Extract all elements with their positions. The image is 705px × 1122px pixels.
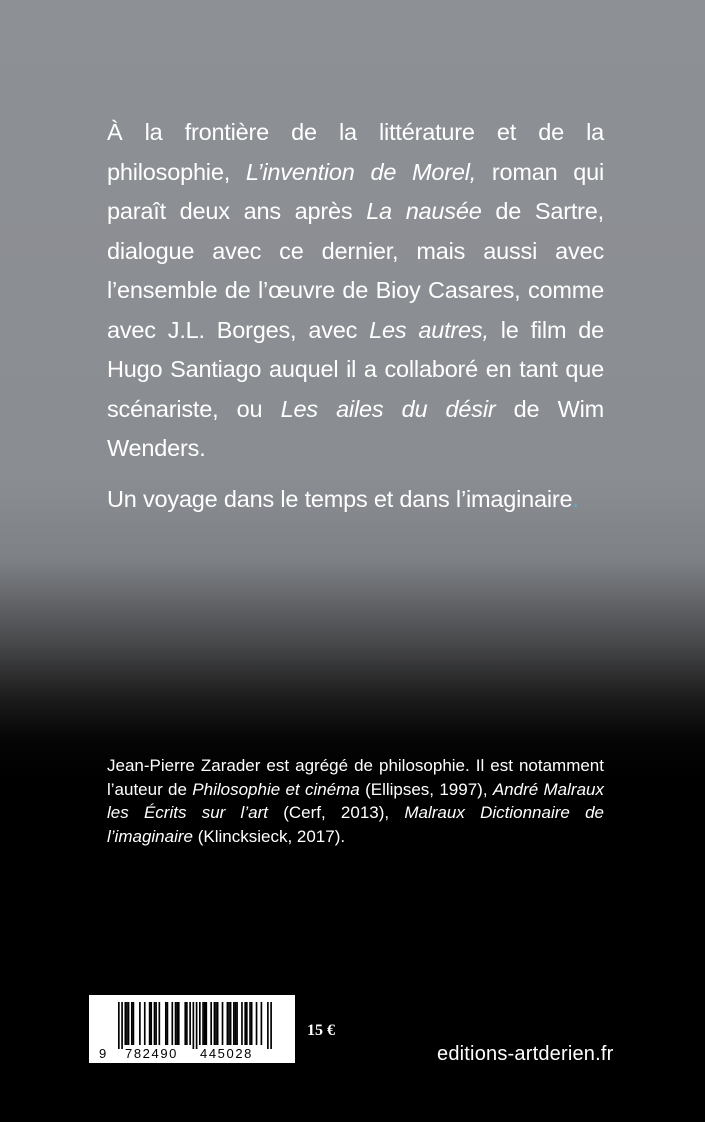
barcode-bar xyxy=(121,1002,123,1049)
barcode-bar xyxy=(186,1002,188,1045)
bio-text: (Cerf, 2013), xyxy=(267,803,405,822)
barcode-bar xyxy=(244,1002,246,1045)
barcode-bar xyxy=(133,1002,135,1045)
blurb-text: le film de Hugo Santiago auquel il a collaboré en tant que scénariste, ou xyxy=(107,316,604,422)
barcode-first-digit: 9 xyxy=(99,1046,107,1061)
publisher-website: editions-artderien.fr xyxy=(437,1043,614,1065)
barcode-bar xyxy=(267,1002,269,1049)
barcode-bar xyxy=(233,1002,235,1045)
bio-work-title: Philosophie et cinéma xyxy=(192,779,360,799)
blurb-text: de Sartre, dialogue avec ce dernier, mais aussi avec l’ensemble de l’œuvre de Bioy Casares, comme avec J.L. Borges, avec xyxy=(107,198,604,343)
blurb-text: de Wim Wenders. xyxy=(107,395,604,461)
barcode-bar xyxy=(228,1002,230,1045)
barcode-bar xyxy=(189,1002,191,1045)
blurb-text: roman qui paraît deux ans après xyxy=(107,158,605,224)
barcode-bar xyxy=(184,1002,186,1045)
barcode-bar xyxy=(167,1002,169,1045)
barcode-bar xyxy=(124,1002,126,1045)
barcode-bar xyxy=(193,1002,195,1049)
barcode-right-digits: 445028 xyxy=(200,1046,253,1061)
barcode-bar xyxy=(256,1002,258,1045)
film-title-les-ailes-du-desir: Les ailes du désir xyxy=(280,395,496,422)
barcode-bar xyxy=(235,1002,237,1045)
barcode-bar xyxy=(126,1002,128,1045)
tagline xyxy=(107,480,604,520)
book-title-invention-de-morel: L’invention de Morel, xyxy=(245,158,477,185)
tagline-accent-dot: . xyxy=(572,485,579,512)
price: 15 € xyxy=(307,1022,335,1039)
barcode-bar xyxy=(214,1002,216,1045)
barcode-bar xyxy=(150,1002,152,1045)
barcode-bar xyxy=(154,1002,156,1045)
bio-text: (Klincksieck, 2017). xyxy=(192,826,346,846)
barcode-bar xyxy=(196,1002,198,1049)
barcode-bar xyxy=(149,1002,151,1045)
blurb xyxy=(107,113,604,519)
barcode-bar xyxy=(178,1002,180,1045)
bio-work-title: Malraux Dictionnaire de l’imaginaire xyxy=(107,803,604,846)
barcode-bar xyxy=(204,1002,206,1045)
film-title-les-autres: Les autres, xyxy=(369,316,489,343)
barcode-bar xyxy=(202,1002,204,1045)
barcode-bar xyxy=(155,1002,157,1045)
bio-text: Jean-Pierre Zarader est agrégé de philosophie. Il est notamment l’auteur de xyxy=(107,756,604,799)
barcode-bar xyxy=(128,1002,130,1045)
barcode-bar xyxy=(205,1002,207,1045)
barcode-left-digits: 782490 xyxy=(125,1046,178,1061)
barcode-bar xyxy=(227,1002,229,1045)
bio-work-title: André Malraux les Écrits sur l’art xyxy=(107,779,604,822)
barcode-bar xyxy=(215,1002,217,1045)
blurb-paragraph xyxy=(107,113,604,469)
barcode-bar xyxy=(222,1002,224,1045)
barcode-bar xyxy=(165,1002,167,1045)
barcode-bar xyxy=(241,1002,243,1045)
barcode-bar xyxy=(246,1002,248,1045)
tagline-text: Un voyage dans le temps et dans l’imaginaire xyxy=(107,485,573,512)
barcode-bar xyxy=(249,1002,251,1045)
barcode-bar xyxy=(270,1002,272,1049)
barcode-bar xyxy=(171,1002,173,1045)
barcode-bar xyxy=(118,1002,120,1049)
author-bio-paragraph xyxy=(107,754,604,848)
barcode-bar xyxy=(139,1002,141,1045)
barcode-bar xyxy=(144,1002,146,1045)
barcode-bar xyxy=(230,1002,232,1045)
barcode-graphic xyxy=(89,995,295,1063)
blurb-text: À la frontière de la littérature et de la philosophie, xyxy=(107,119,604,185)
barcode-bar xyxy=(210,1002,212,1045)
barcode-bar xyxy=(251,1002,253,1045)
barcode-bar xyxy=(175,1002,177,1045)
barcode-bar xyxy=(176,1002,178,1045)
barcode-bar xyxy=(199,1002,201,1045)
book-title-la-nausee: La nausée xyxy=(366,198,482,224)
barcode-bar xyxy=(217,1002,219,1045)
barcode-bar xyxy=(236,1002,238,1045)
barcode xyxy=(89,995,295,1063)
barcode-bar xyxy=(131,1002,133,1045)
author-bio xyxy=(107,754,604,848)
barcode-bars xyxy=(118,1002,272,1049)
barcode-bar xyxy=(261,1002,263,1045)
bio-text: (Ellipses, 1997), xyxy=(359,779,493,799)
barcode-bar xyxy=(159,1002,161,1045)
